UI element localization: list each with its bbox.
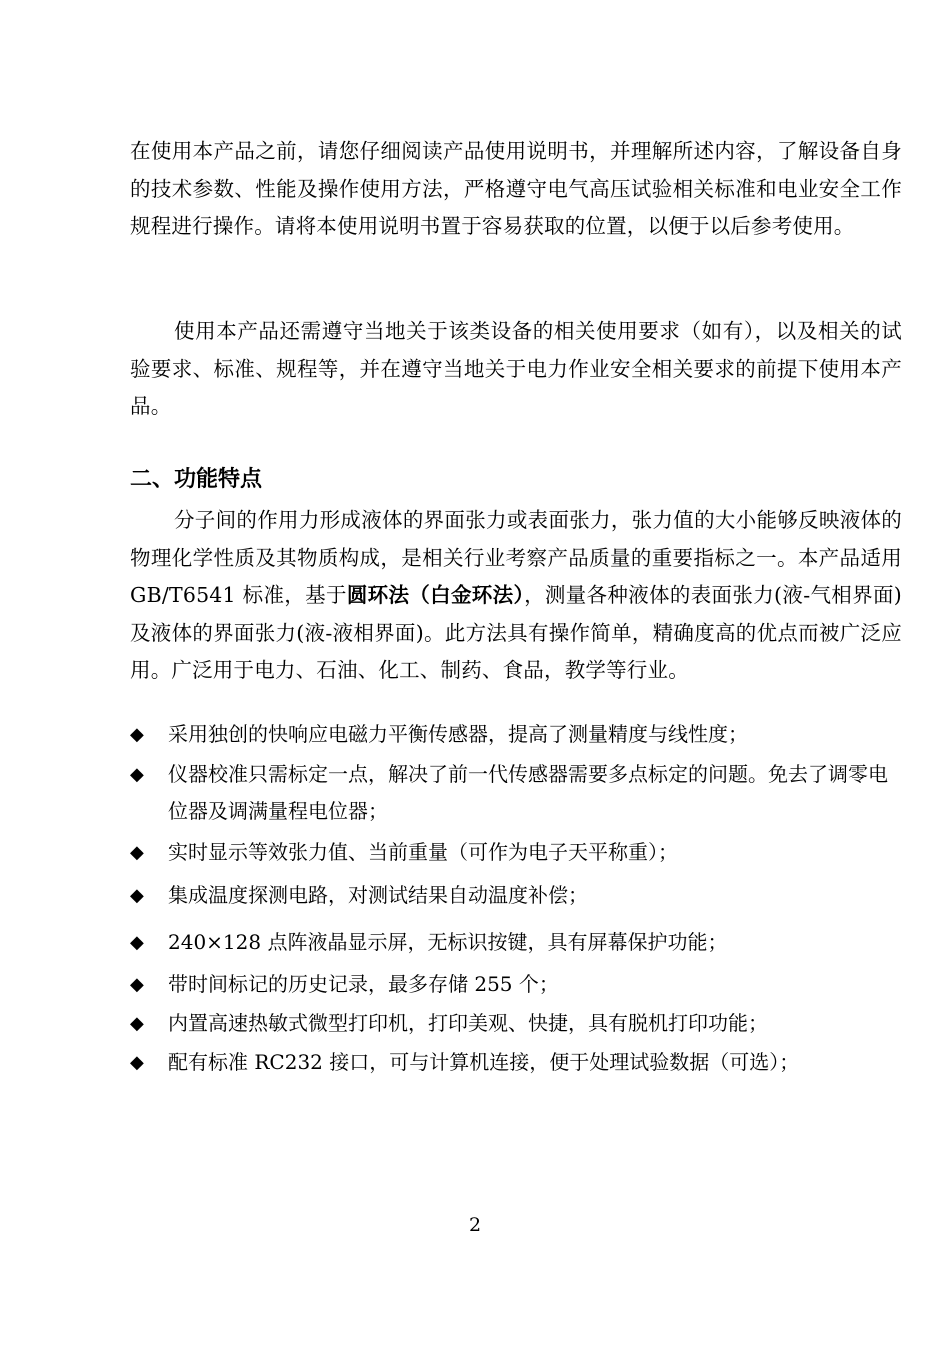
ring-method-emphasis: 圆环法（白金环法） xyxy=(346,583,525,607)
diamond-bullet-icon: ◆ xyxy=(130,974,144,995)
list-item xyxy=(130,877,900,914)
list-item xyxy=(130,834,900,871)
list-item-text: 带时间标记的历史记录，最多存储 255 个； xyxy=(168,972,559,996)
list-item xyxy=(130,924,900,961)
diamond-bullet-icon: ◆ xyxy=(130,885,144,906)
diamond-bullet-icon: ◆ xyxy=(130,932,144,953)
list-item-text: 集成温度探测电路，对测试结果自动温度补偿； xyxy=(168,883,588,907)
diamond-bullet-icon: ◆ xyxy=(130,1013,144,1034)
feature-intro-paragraph xyxy=(130,502,902,690)
list-item-text: 仪器校准只需标定一点，解决了前一代传感器需要多点标定的问题。免去了调零电位器及调满量程电位器； xyxy=(168,762,888,823)
list-item-text: 实时显示等效张力值、当前重量（可作为电子天平称重）； xyxy=(168,840,678,864)
section-heading: 二、功能特点 xyxy=(130,467,263,492)
diamond-bullet-icon: ◆ xyxy=(130,1052,144,1073)
list-item-text: 240×128 点阵液晶显示屏，无标识按键，具有屏幕保护功能； xyxy=(168,930,728,954)
list-item xyxy=(130,1005,900,1042)
list-item xyxy=(130,966,900,1003)
intro-paragraph: 在使用本产品之前，请您仔细阅读产品使用说明书，并理解所述内容，了解设备自身的技术参数、性能及操作使用方法，严格遵守电气高压试验相关标准和电业安全工作规程进行操作。请将本使用说明书置于容易获取的位置，以便于以后参考使用。 xyxy=(130,139,902,238)
compliance-paragraph: 使用本产品还需遵守当地关于该类设备的相关使用要求（如有），以及相关的试验要求、标准、规程等，并在遵守当地关于电力作业安全相关要求的前提下使用本产品。 xyxy=(130,319,902,418)
list-item xyxy=(130,1044,900,1081)
list-item-text: 内置高速热敏式微型打印机，打印美观、快捷，具有脱机打印功能； xyxy=(168,1011,768,1035)
list-item xyxy=(130,716,900,753)
list-item xyxy=(130,756,900,830)
diamond-bullet-icon: ◆ xyxy=(130,724,144,745)
page-number: 2 xyxy=(468,1214,482,1236)
list-item-text: 配有标准 RC232 接口，可与计算机连接，便于处理试验数据（可选）； xyxy=(168,1050,800,1074)
diamond-bullet-icon: ◆ xyxy=(130,842,144,863)
feature-intro-text-1: 分子间的作用力形成液体的界面张力或表面张力，张力值的大小能够反映液体的物理化学性质及其物质构成，是相关行业考察产品质量的重要指标之一。本产品适用 GB/T6541 标准，基于 xyxy=(130,508,902,607)
diamond-bullet-icon: ◆ xyxy=(130,764,144,785)
feature-intro-text-2: ，测量各种液体的表面张力(液-气相界面)及液体的界面张力(液-液相界面)。此方法具有操作简单，精确度高的优点而被广泛应用。广泛用于电力、石油、化工、制药、食品，教学等行业。 xyxy=(130,583,902,682)
list-item-text: 采用独创的快响应电磁力平衡传感器，提高了测量精度与线性度； xyxy=(168,722,748,746)
